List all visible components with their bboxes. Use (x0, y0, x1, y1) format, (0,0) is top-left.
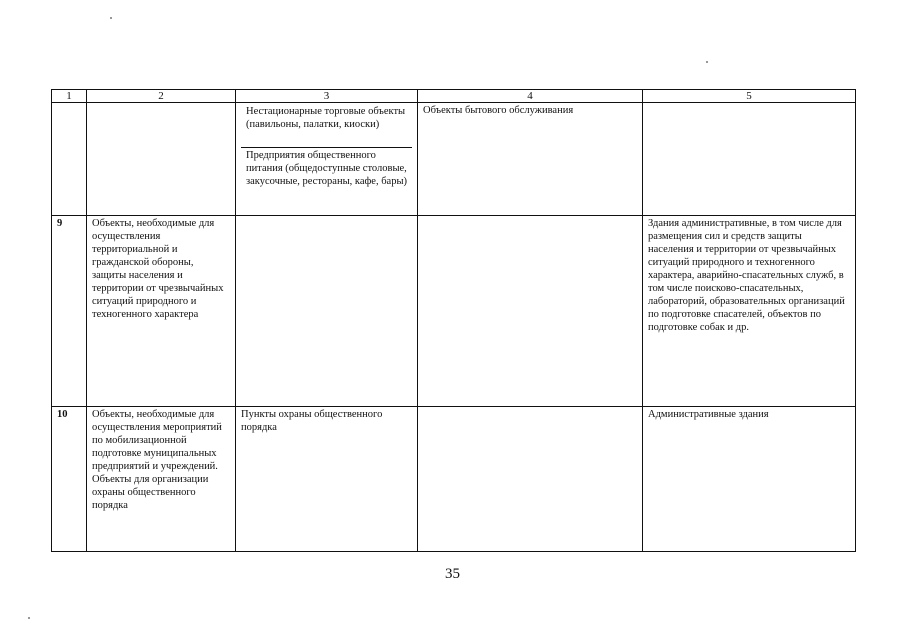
scan-speck (110, 17, 112, 19)
cell-empty (418, 407, 643, 552)
row-number: 9 (52, 216, 87, 407)
row-number: 10 (52, 407, 87, 552)
cell-empty (52, 103, 87, 216)
document-table (51, 89, 856, 552)
cell-police-points: Пункты охраны общественного порядка (236, 407, 418, 552)
cell-buildings: Здания административные, в том числе для размещения сил и средств защиты населения и территории от чрезвычайных ситуаций природного и техногенного характера, аварийно-спасательных служб, в том числе поисково-спасательных, лабораторий, образовательных организаций по подготовке спасателей, объектов по подготовке собак и др. (643, 216, 856, 407)
header-col-2: 2 (87, 90, 236, 103)
cell-description: Объекты, необходимые для осуществления мероприятий по мобилизационной подготовке муниципальных предприятий и учреждений. Объекты для организации охраны общественного порядка (87, 407, 236, 552)
table-header-row (52, 90, 856, 103)
scan-speck (706, 61, 708, 63)
header-col-5: 5 (643, 90, 856, 103)
scan-speck (28, 617, 30, 619)
table-row-9 (52, 216, 856, 407)
cell-empty (236, 216, 418, 407)
cell-services: Объекты бытового обслуживания (418, 103, 643, 216)
cell-empty (643, 103, 856, 216)
header-col-1: 1 (52, 90, 87, 103)
cell-empty (87, 103, 236, 216)
page-number: 35 (445, 566, 460, 582)
header-col-3: 3 (236, 90, 418, 103)
cell-empty (418, 216, 643, 407)
header-col-4: 4 (418, 90, 643, 103)
cell-col3-split (236, 103, 418, 216)
cell-description: Объекты, необходимые для осуществления территориальной и гражданской обороны, защиты населения и территории от чрезвычайных ситуаций природного и техногенного характера (87, 216, 236, 407)
table-row-10 (52, 407, 856, 552)
cell-buildings: Административные здания (643, 407, 856, 552)
table-row-continued (52, 103, 856, 216)
cell-trade-objects: Нестационарные торговые объекты (павильоны, палатки, киоски) (241, 104, 412, 148)
cell-catering: Предприятия общественного питания (общедоступные столовые, закусочные, рестораны, кафе, бары) (246, 150, 408, 187)
